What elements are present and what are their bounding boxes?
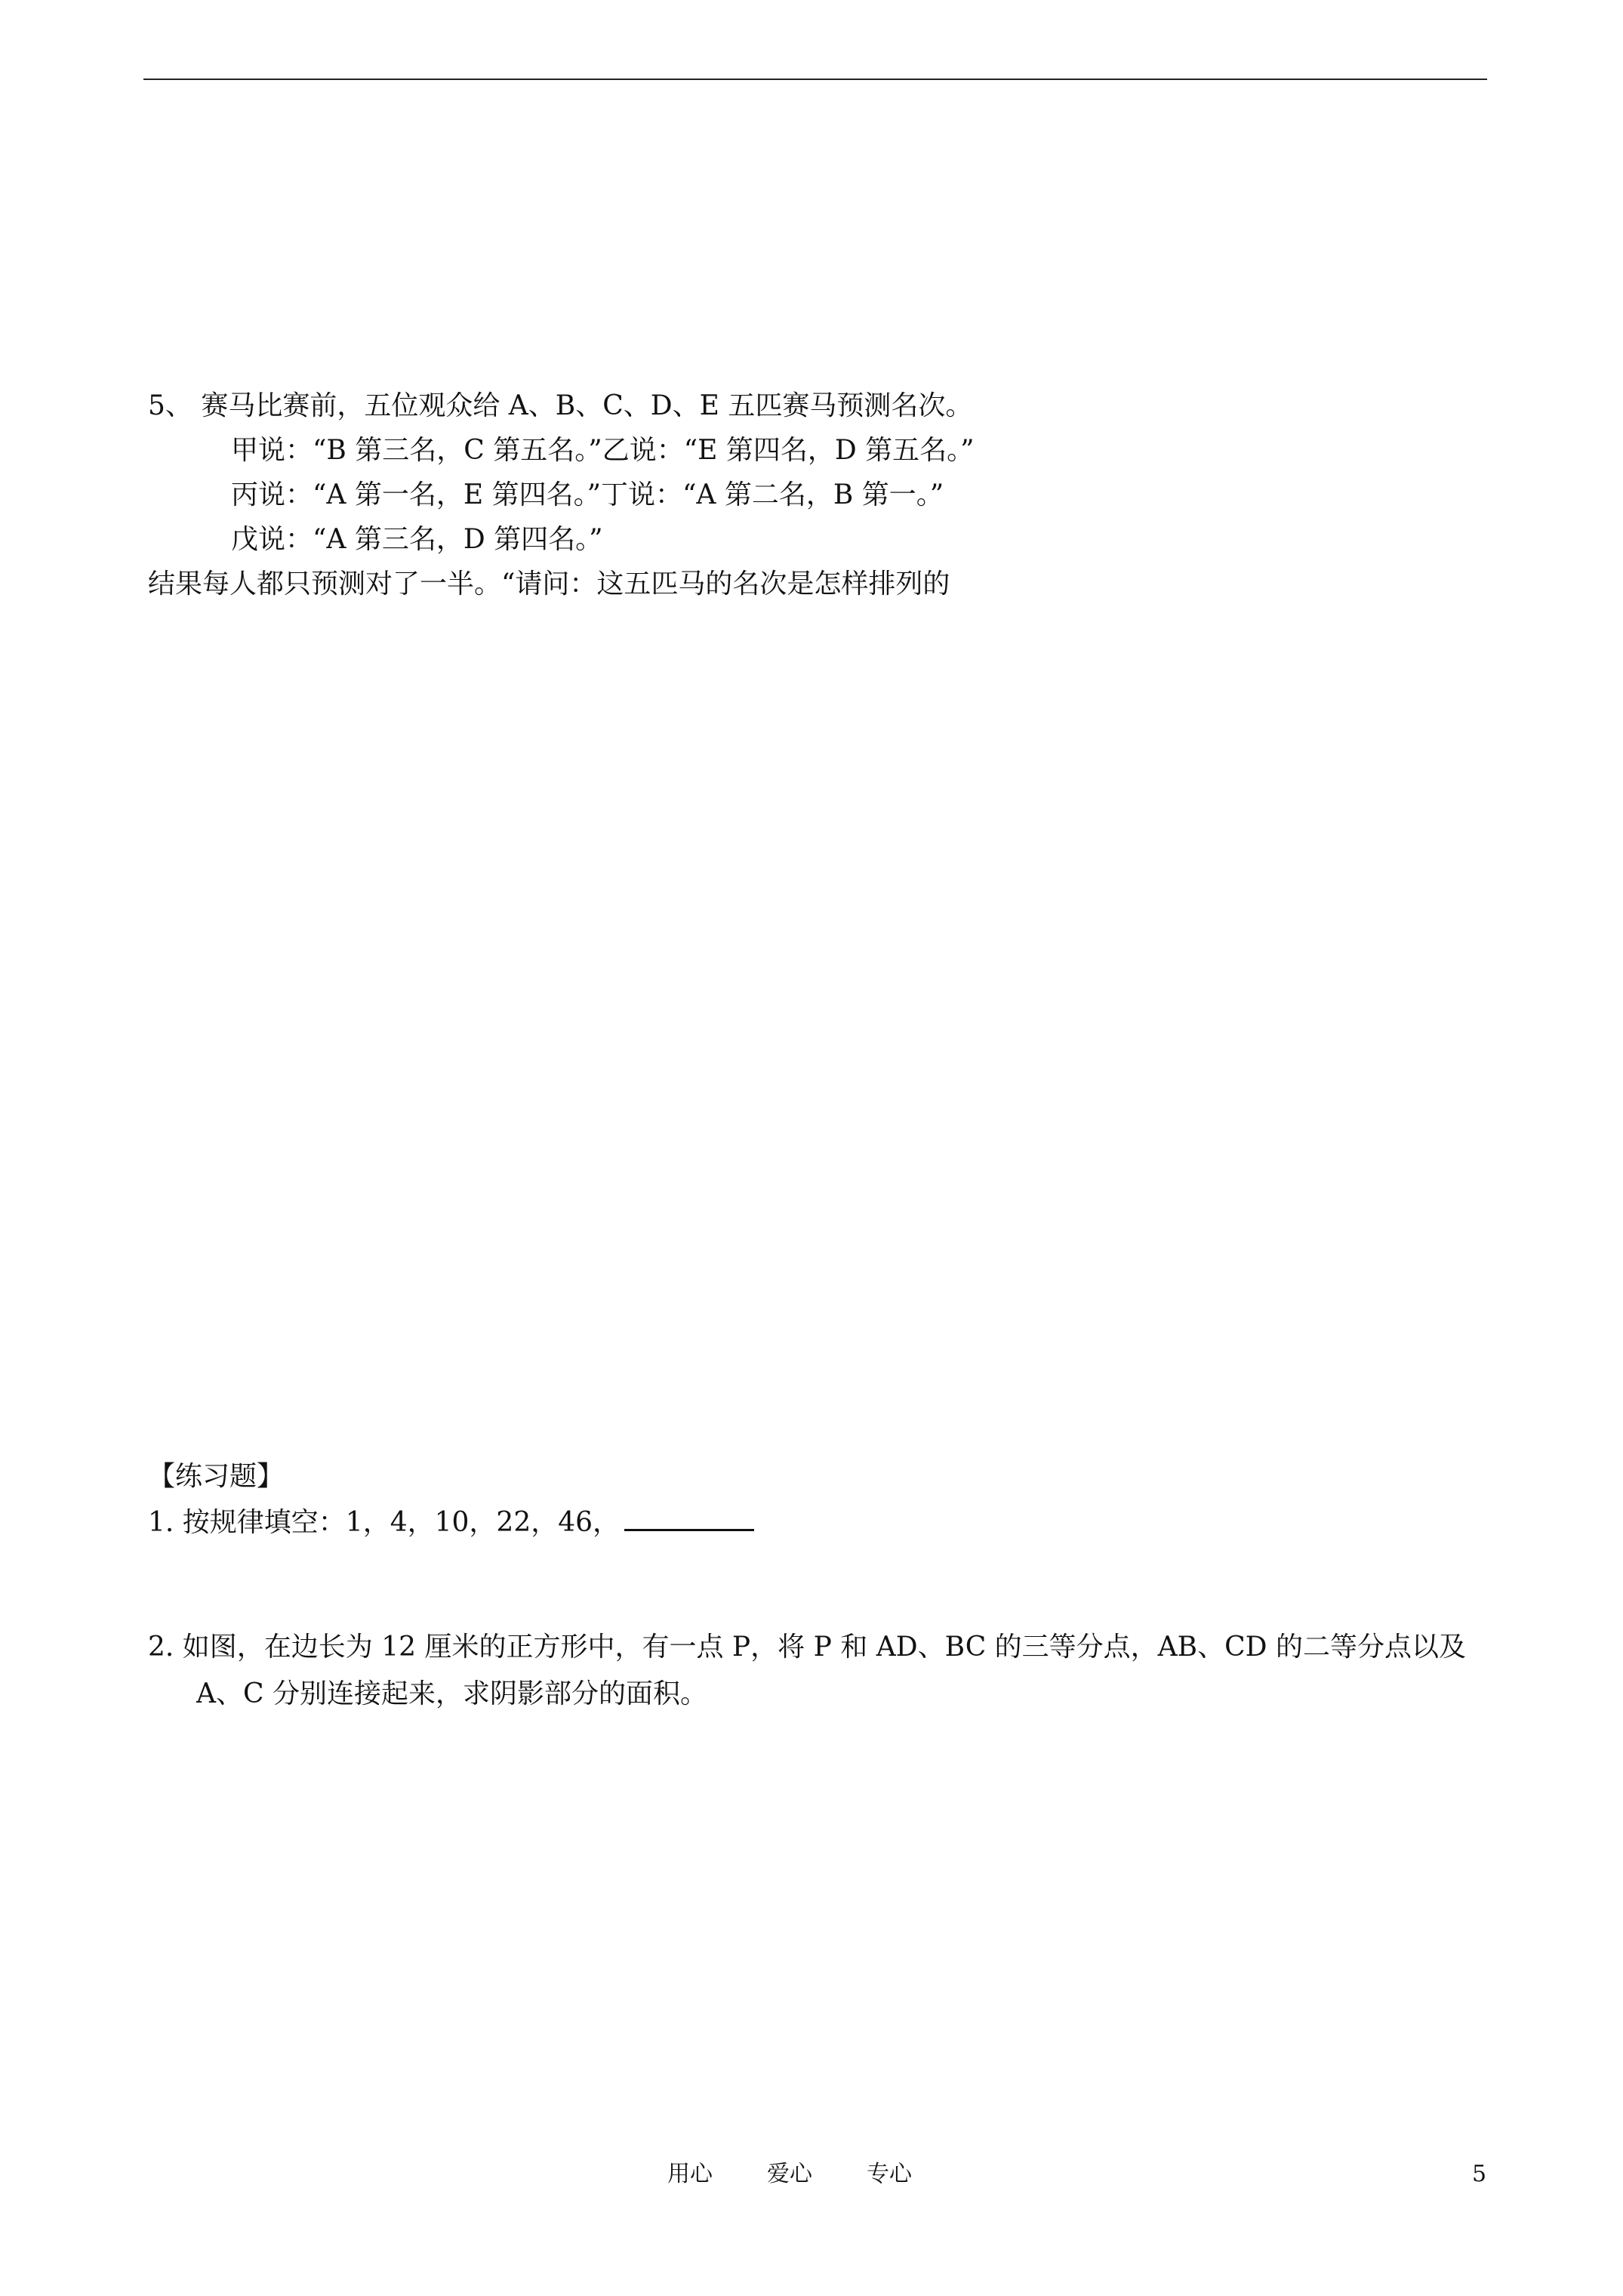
question-5-statement-1: 甲说：“B 第三名，C 第五名。”乙说：“E 第四名，D 第五名。”: [231, 435, 975, 466]
practice-question-1-text: 1. 按规律填空：1，4，10，22，46，: [148, 1507, 621, 1538]
answer-blank[interactable]: [624, 1506, 754, 1531]
footer-slogan-1: 用心: [667, 2161, 713, 2187]
question-5-intro: 5、 赛马比赛前，五位观众给 A、B、C、D、E 五匹赛马预测名次。: [148, 390, 973, 421]
header-rule: [143, 79, 1487, 80]
question-5-statement-2: 丙说：“A 第一名，E 第四名。”丁说：“A 第二名，B 第一。”: [231, 479, 944, 510]
page-number: 5: [1472, 2161, 1487, 2187]
practice-question-1: [148, 1506, 754, 1539]
question-5-statement-3: 戊说：“A 第三名，D 第四名。”: [231, 524, 603, 555]
practice-heading: 【练习题】: [148, 1461, 285, 1492]
practice-question-2-line-1: 2. 如图，在边长为 12 厘米的正方形中，有一点 P，将 P 和 AD、BC 的三等分点，AB、CD 的二等分点以及: [148, 1632, 1466, 1663]
footer-slogan-2: 爱心: [767, 2161, 812, 2187]
footer-slogan: [667, 2159, 966, 2190]
footer-slogan-3: 专心: [867, 2161, 912, 2187]
question-5-conclusion: 结果每人都只预测对了一半。“请问：这五匹马的名次是怎样排列的: [148, 569, 950, 599]
practice-question-2-line-2: A、C 分别连接起来，求阴影部分的面积。: [196, 1678, 707, 1709]
